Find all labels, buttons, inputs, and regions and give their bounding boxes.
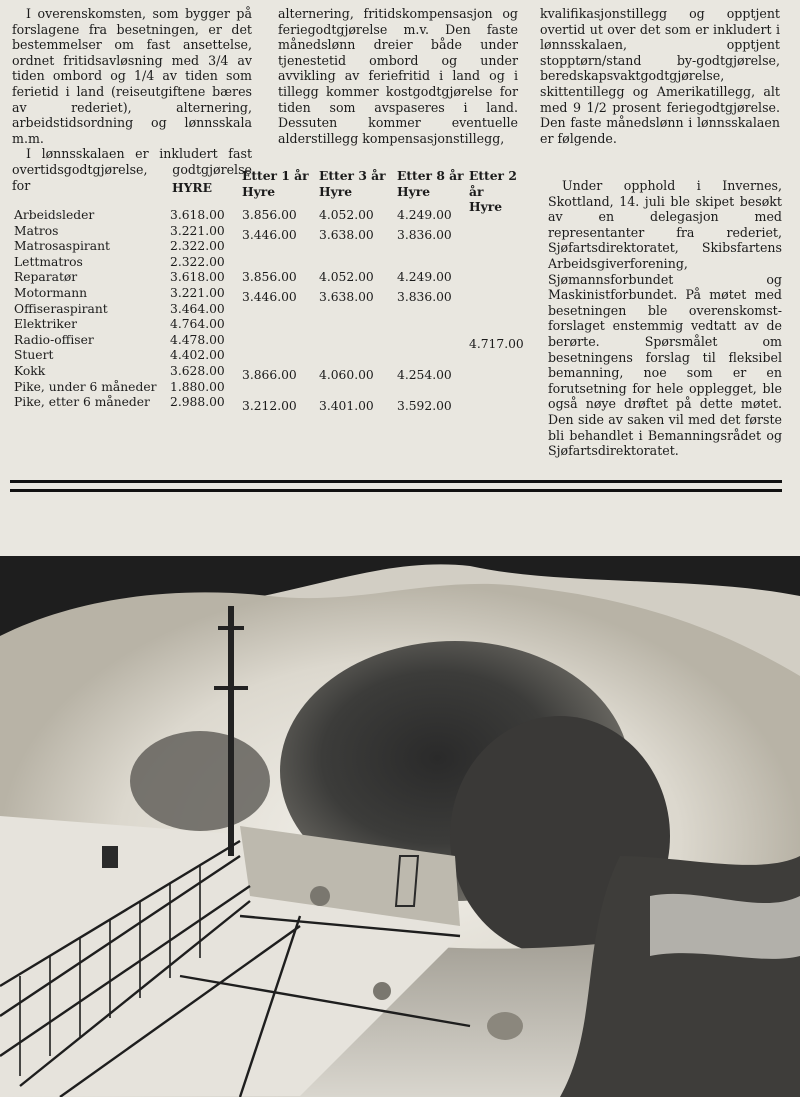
wage-cell-hyre: 3.618.00 (170, 208, 225, 222)
wage-cell-hyre: 3.618.00 (170, 270, 225, 285)
wage-table-row (14, 255, 534, 271)
wage-cell-hyre: 4.764.00 (170, 317, 225, 332)
photo-illustration (0, 556, 800, 1097)
wage-cell-title: Reparatør (14, 270, 78, 285)
divider-rule-bottom (10, 489, 782, 492)
wage-cell-title: Arbeidsleder (14, 208, 95, 222)
wage-cell-hyre: 2.322.00 (170, 254, 225, 269)
wage-cell-e2: 4.717.00 (469, 336, 524, 351)
wage-cell-e1: 3.212.00 (242, 399, 297, 414)
wage-cell-e1: 3.856.00 (242, 208, 297, 222)
wage-cell-title: Lettmatros (14, 254, 83, 269)
wage-table-row (14, 224, 534, 240)
article-column-3 (540, 6, 780, 146)
wage-cell-title: Motormann (14, 285, 88, 300)
wage-cell-e3: 4.060.00 (319, 367, 374, 382)
wage-cell-hyre: 4.402.00 (170, 348, 225, 363)
column2-paragraph-1: alternering, fritidskompensasjon og feriegodtgjørelse m.v. Den faste månedslønn dreier både under tjenestetid ombord og under avvikling av feriefritid i land og i tillegg kommer kostgodtgjørelse for tiden som avspaseres i land. Dessuten kommer eventuelle alderstillegg kompensasjonstillegg, (278, 6, 518, 146)
wage-cell-hyre: 3.628.00 (170, 363, 225, 378)
wage-cell-e3: 4.052.00 (319, 270, 374, 285)
header-etter-1: Etter 1 år Hyre (242, 168, 309, 199)
column1-paragraph-2: I lønnsskalaen er inkludert fast overtidsgodtgjørelse, godtgjørelse for (12, 146, 252, 193)
column1-paragraph-1: I overenskomsten, som bygger på forslagene fra besetningen, er det bestemmelser om fast ansettelse, ordnet fritidsavløsning med 3/4 av tiden ombord og 1/4 av tiden som ferietid i land (reiseutgiftene bæres av rederiet), alternering, arbeidstidsordning og lønnsskala m.m. (12, 6, 252, 146)
wage-cell-e1: 3.856.00 (242, 270, 297, 285)
wage-cell-hyre: 3.221.00 (170, 223, 225, 238)
ship-in-storm-photo (0, 556, 800, 1097)
wage-cell-e3: 4.052.00 (319, 208, 374, 222)
header-etter-8: Etter 8 år Hyre (397, 168, 464, 199)
article-column-3-continued (548, 178, 782, 459)
article-column-2 (278, 6, 518, 146)
header-etter-2: Etter 2 år Hyre (469, 168, 517, 215)
wage-cell-e3: 3.638.00 (319, 227, 374, 242)
wage-table-row (14, 302, 534, 318)
wage-cell-title: Matrosaspirant (14, 239, 110, 254)
wage-cell-e3: 3.638.00 (319, 289, 374, 304)
divider-rule-top (10, 480, 782, 483)
wage-cell-title: Pike, under 6 måneder (14, 379, 157, 394)
wage-cell-e8: 3.592.00 (397, 399, 452, 414)
wage-table-row (14, 239, 534, 255)
wage-table-row (14, 286, 534, 302)
wage-table-row (14, 380, 534, 396)
header-etter-3: Etter 3 år Hyre (319, 168, 386, 199)
column3-paragraph-1: kvalifikasjonstillegg og opptjent overtid ut over det som er inkludert i lønnsskalaen, opptjent stopptørn/stand by-godtgjørelse, beredskapsvaktgodtgjørelse, skittentillegg og Amerikatillegg, alt med 9 1/2 prosent feriegodtgjørelse. Den faste månedslønn i lønnsskalaen er følgende. (540, 6, 780, 146)
wage-cell-title: Elektriker (14, 317, 77, 332)
wage-table-row (14, 270, 534, 286)
wage-cell-hyre: 3.464.00 (170, 301, 225, 316)
header-hyre: HYRE (172, 180, 212, 195)
wage-cell-hyre: 2.322.00 (170, 239, 225, 254)
wage-cell-title: Offiseraspirant (14, 301, 108, 316)
column3-paragraph-2: Under opphold i Invernes, Skottland, 14. juli ble skipet besøkt av en delegasjon med representanter fra rederiet, Sjøfartsdirektoratet, Skibsfartens Arbeidsgiverforening, Sjømannsforbundet og Maskinistforbundet. På møtet med besetningen ble overenskomst-forslaget enstemmig vedtatt av de berørte. Spørsmålet om besetningens forslag til fleksibel bemanning, noe som er en forutsetning for hele opplegget, ble også nøye drøftet på dette møtet. Den side av saken vil med det første bli behandlet i Bemanningsrådet og Sjøfartsdirektoratet. (548, 178, 782, 459)
wage-cell-hyre: 2.988.00 (170, 395, 225, 410)
wage-cell-title: Stuert (14, 348, 54, 363)
wage-table-row (14, 348, 534, 364)
wage-table-row (14, 208, 534, 224)
wage-table-row (14, 364, 534, 380)
wage-cell-hyre: 3.221.00 (170, 285, 225, 300)
wage-cell-title: Pike, etter 6 måneder (14, 395, 150, 410)
wage-cell-title: Matros (14, 223, 59, 238)
wage-cell-title: Kokk (14, 363, 46, 378)
wage-table-row (14, 317, 534, 333)
wage-table-row (14, 395, 534, 414)
wage-cell-hyre: 4.478.00 (170, 332, 225, 347)
wage-cell-e1: 3.866.00 (242, 367, 297, 382)
wage-cell-e8: 4.249.00 (397, 270, 452, 285)
wage-cell-title: Radio-offiser (14, 332, 94, 347)
wage-table-body (14, 208, 534, 414)
wage-table (14, 164, 534, 414)
wage-cell-e8: 4.249.00 (397, 208, 452, 222)
wage-cell-e8: 4.254.00 (397, 367, 452, 382)
wage-cell-e1: 3.446.00 (242, 227, 297, 242)
wage-cell-e8: 3.836.00 (397, 289, 452, 304)
wage-table-row (14, 333, 534, 349)
wage-cell-e8: 3.836.00 (397, 227, 452, 242)
wage-cell-e3: 3.401.00 (319, 399, 374, 414)
wage-cell-hyre: 1.880.00 (170, 379, 225, 394)
wage-cell-e1: 3.446.00 (242, 289, 297, 304)
